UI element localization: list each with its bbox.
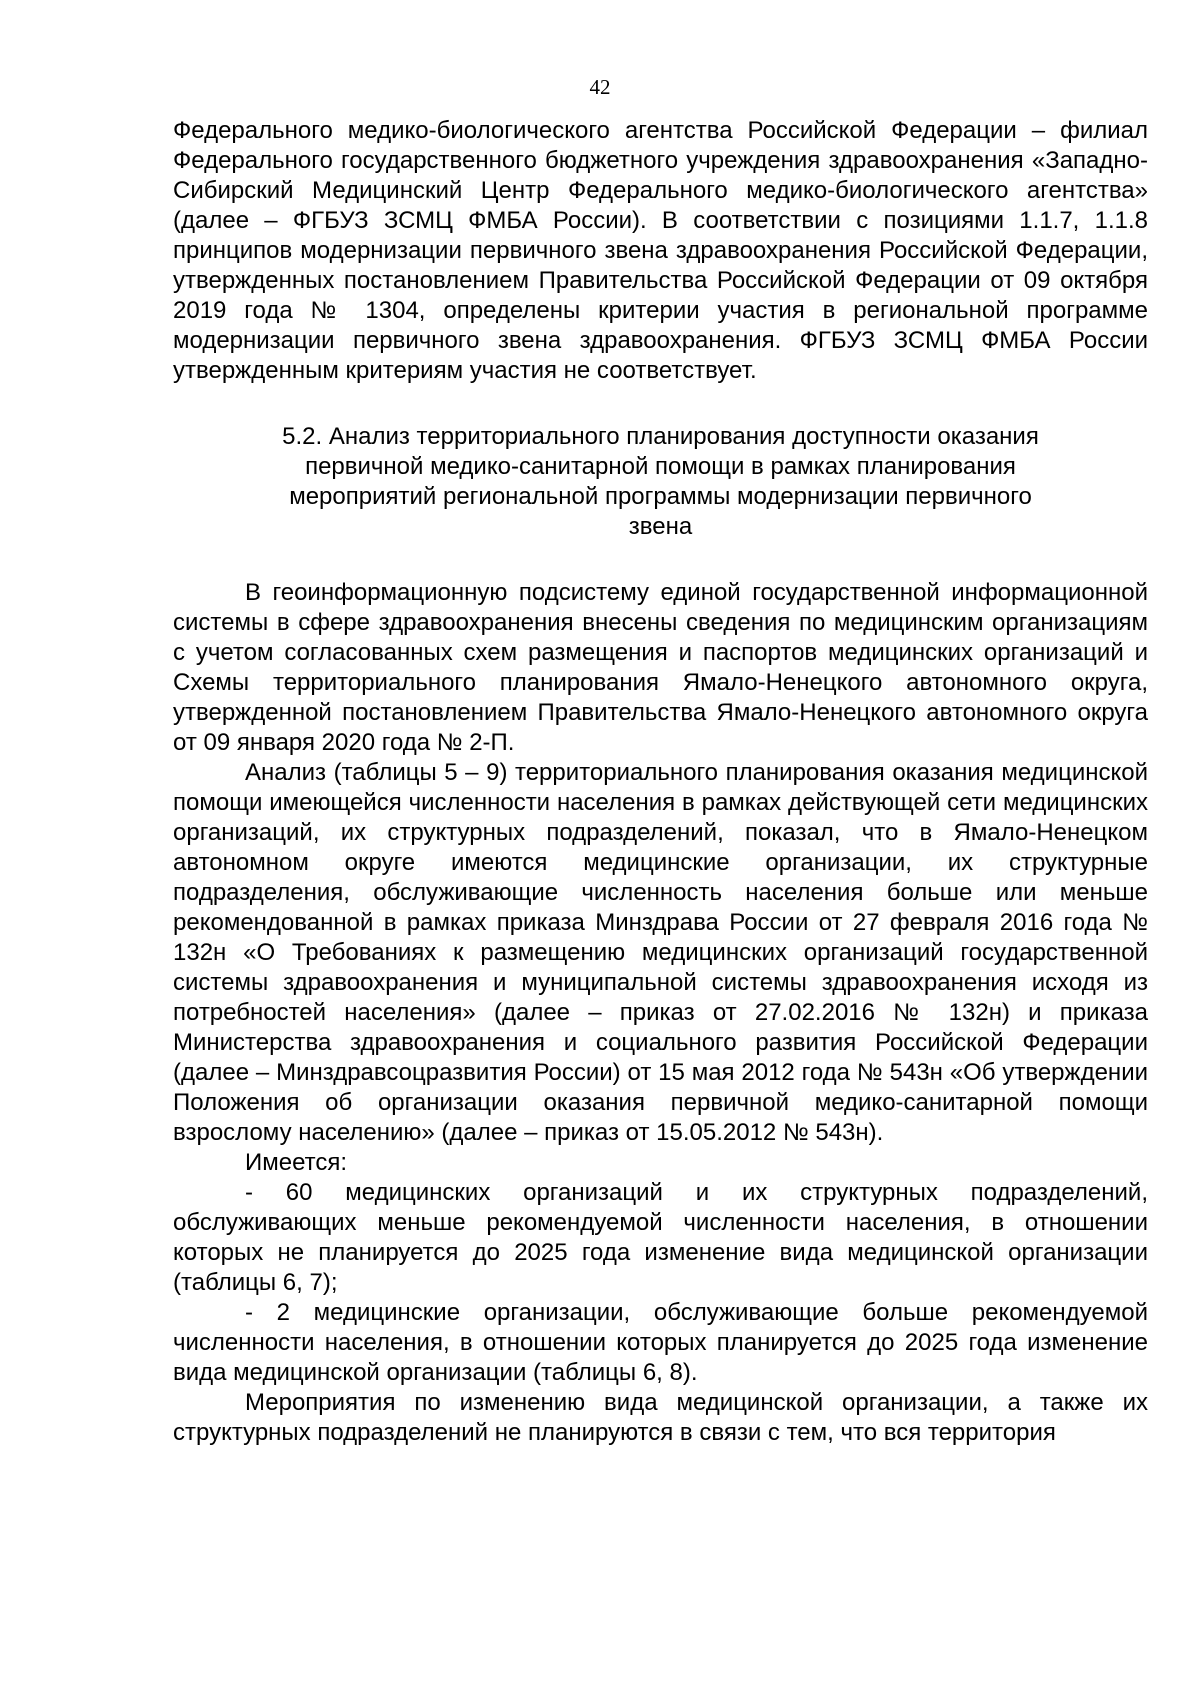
section-heading: 5.2. Анализ территориального планирования доступности оказания первичной медико-санитарной помощи в рамках планирования мероприятий региональной программы модернизации первичного звена: [282, 423, 1039, 540]
paragraph-available: Имеется:: [245, 1149, 348, 1176]
list-item-60-organizations: - 60 медицинских организаций и их структурных подразделений, обслуживающих меньше рекомендуемой численности населения, в отношении которых не планируется до 2025 года изменение вида медицинской организации (таблицы 6, 7);: [173, 1179, 1148, 1296]
paragraph-analysis: Анализ (таблицы 5 – 9) территориального планирования оказания медицинской помощи имеющейся численности населения в рамках действующей сети медицинских организаций, их структурных подразделений, показал, что в Ямало-Ненецком автономном округе имеются медицинские организации, их структурные подразделения, обслуживающие численность населения больше или меньше рекомендованной в рамках приказа Минздрава России от 27 февраля 2016 года № 132н «О Требованиях к размещению медицинских организаций государственной системы здравоохранения и муниципальной системы здравоохранения исходя из потребностей населения» (далее – приказ от 27.02.2016 № 132н) и приказа Министерства здравоохранения и социального развития Российской Федерации (далее – Минздравсоцразвития России) от 15 мая 2012 года № 543н «Об утверждении Положения об организации оказания первичной медико-санитарной помощи взрослому населению» (далее – приказ от 15.05.2012 № 543н).: [173, 759, 1148, 1146]
paragraph-measures: Мероприятия по изменению вида медицинской организации, а также их структурных подразделений не планируются в связи с тем, что вся территория: [173, 1389, 1148, 1446]
list-item-2-organizations: - 2 медицинские организации, обслуживающие больше рекомендуемой численности населения, в отношении которых планируется до 2025 года изменение вида медицинской организации (таблицы 6, 8).: [173, 1299, 1148, 1386]
document-body: [173, 116, 1148, 1448]
paragraph-geoinformation: В геоинформационную подсистему единой государственной информационной системы в сфере здравоохранения внесены сведения по медицинским организациям с учетом согласованных схем размещения и паспортов медицинских организаций и Схемы территориального планирования Ямало-Ненецкого автономного округа, утвержденной постановлением Правительства Ямало-Ненецкого автономного округа от 09 января 2020 года № 2-П.: [173, 579, 1148, 756]
page-number: 42: [589, 75, 611, 99]
paragraph-continuation: Федерального медико-биологического агентства Российской Федерации – филиал Федерального государственного бюджетного учреждения здравоохранения «Западно-Сибирский Медицинский Центр Федерального медико-биологического агентства» (далее – ФГБУЗ ЗСМЦ ФМБА России). В соответствии с позициями 1.1.7, 1.1.8 принципов модернизации первичного звена здравоохранения Российской Федерации, утвержденных постановлением Правительства Российской Федерации от 09 октября 2019 года № 1304, определены критерии участия в региональной программе модернизации первичного звена здравоохранения. ФГБУЗ ЗСМЦ ФМБА России утвержденным критериям участия не соответствует.: [173, 117, 1148, 384]
